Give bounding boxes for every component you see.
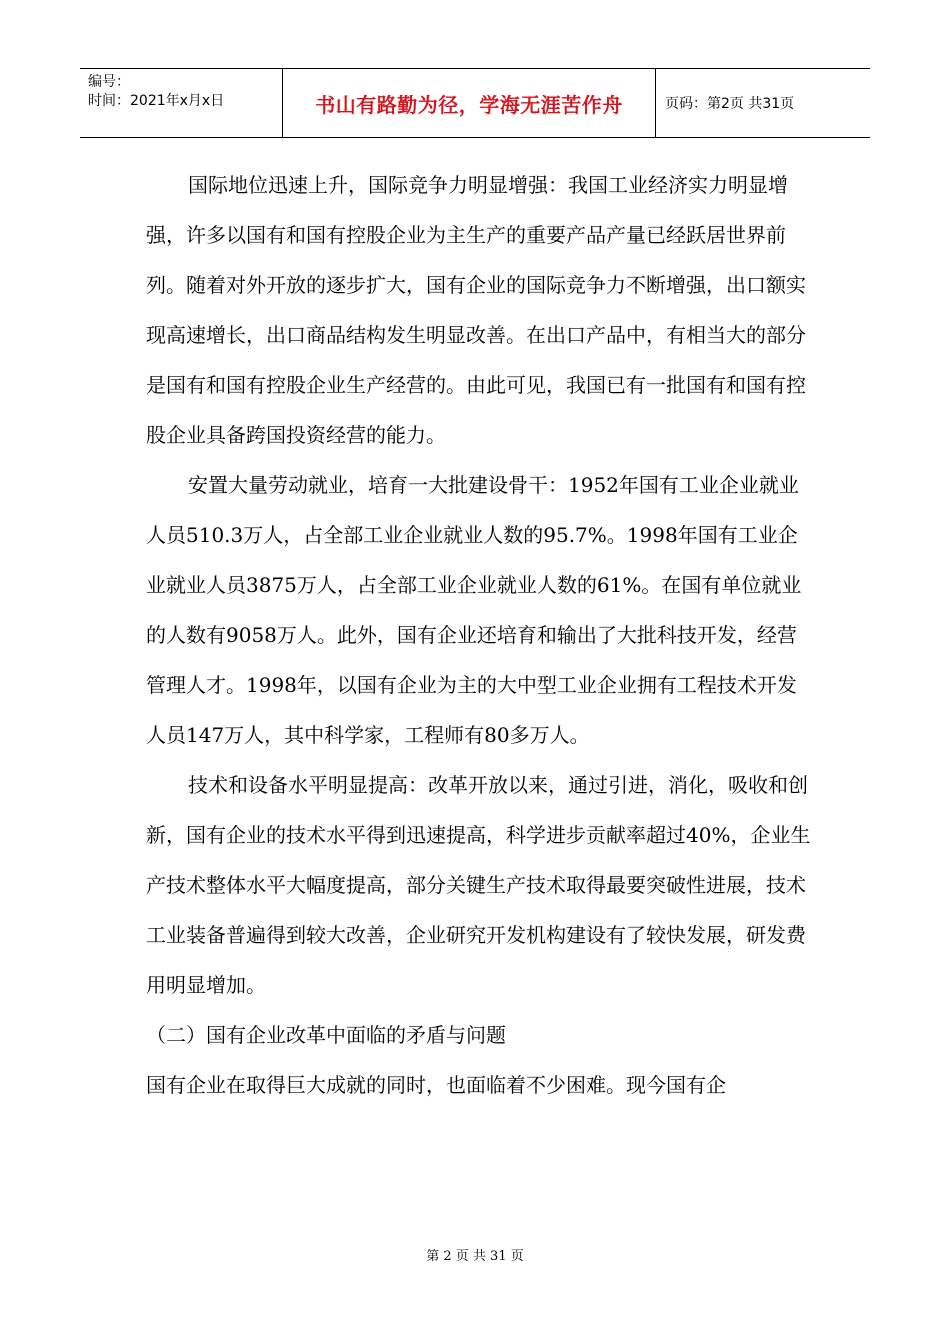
document-number-label: 编号： (88, 74, 130, 90)
paragraph-employment: 安置大量劳动就业，培育一大批建设骨干：1952年国有工业企业就业人员510.3万人，占全部工业企业就业人数的95.7%。1998年国有工业企业就业人员3875万人，占全部工业企业就业人数的61%。在国有单位就业的人数有9058万人。此外，国有企业还培育和输出了大批科技开发，经营管理人才。1998年，以国有企业为主的大中型工业企业拥有工程技术开发人员147万人，其中科学家，工程师有80多万人。 (146, 473, 802, 747)
header-page-info: 页码：第2页 共31页 (665, 96, 795, 112)
page-header (80, 68, 870, 138)
header-meta (80, 69, 282, 137)
page-footer: 第 2 页 共 31 页 (426, 1249, 524, 1264)
paragraph-challenges: 国有企业在取得巨大成就的同时，也面临着不少困难。现今国有企 (146, 1073, 726, 1097)
section-heading: （二）国有企业改革中面临的矛盾与问题 (146, 1023, 506, 1047)
document-time-label: 时间：2021年x月x日 (88, 93, 225, 109)
paragraph-international-status: 国际地位迅速上升，国际竞争力明显增强：我国工业经济实力明显增强，许多以国有和国有控股企业为主生产的重要产品产量已经跃居世界前列。随着对外开放的逐步扩大，国有企业的国际竞争力不断增强，出口额实现高速增长，出口商品结构发生明显改善。在出口产品中，有相当大的部分是国有和国有控股企业生产经营的。由此可见，我国已有一批国有和国有控股企业具备跨国投资经营的能力。 (146, 173, 806, 447)
header-motto: 书山有路勤为径，学海无涯苦作舟 (282, 69, 656, 137)
document-body (146, 160, 812, 1110)
paragraph-technology: 技术和设备水平明显提高：改革开放以来，通过引进，消化，吸收和创新，国有企业的技术水平得到迅速提高，科学进步贡献率超过40%，企业生产技术整体水平大幅度提高，部分关键生产技术取得最要突破性进展，技术工业装备普遍得到较大改善，企业研究开发机构建设有了较快发展，研发费用明显增加。 (146, 773, 811, 997)
